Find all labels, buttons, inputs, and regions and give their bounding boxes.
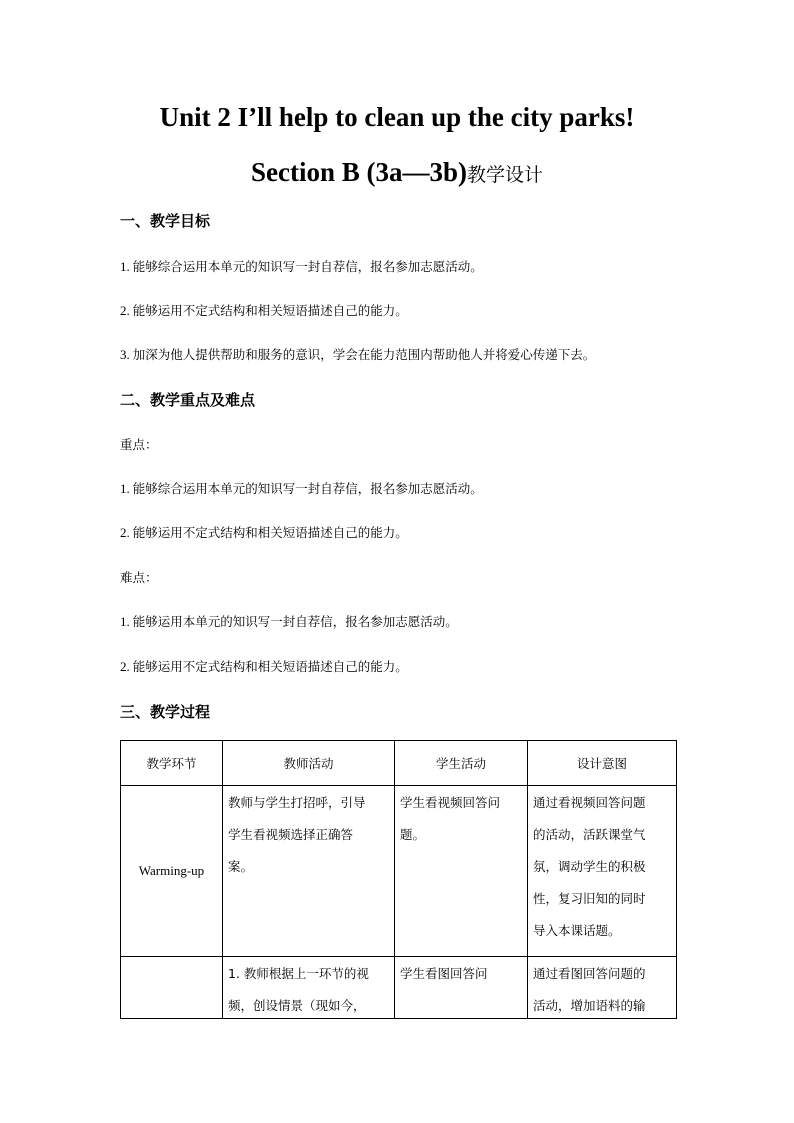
student-activity-cell: 学生看视频回答问 题。 [395,786,528,957]
student-activity-cell: 学生看图回答问 [395,957,528,1019]
difficult-point-item: 2. 能够运用不定式结构和相关短语描述自己的能力。 [120,659,408,674]
difficult-points-label: 难点： [120,570,158,585]
key-point-item: 1. 能够综合运用本单元的知识写一封自荐信，报名参加志愿活动。 [120,481,483,496]
section-heading-objectives: 一、教学目标 [120,212,211,230]
section-heading-key-points: 二、教学重点及难点 [120,391,256,409]
document-title: Unit 2 I’ll help to clean up the city parks! [159,102,635,132]
subtitle-chinese: 教学设计 [466,164,543,186]
teaching-process-table [120,740,677,1019]
design-intent-cell: 通过看视频回答问题 的活动，活跃课堂气 氛，调动学生的积极 性，复习旧知的同时 导入本课话题。 [528,786,677,957]
design-intent-cell: 通过看图回答问题的 活动，增加语料的输 [528,957,677,1019]
table-header-row [121,741,677,786]
objective-item: 3. 加深为他人提供帮助和服务的意识，学会在能力范围内帮助他人并将爱心传递下去。 [120,347,596,362]
header-design-intent: 设计意图 [528,741,677,786]
teacher-activity-cell: 1. 教师根据上一环节的视 频，创设情景（现如今， [223,957,395,1019]
difficult-point-item: 1. 能够运用本单元的知识写一封自荐信，报名参加志愿活动。 [120,614,458,629]
subtitle-english: Section B (3a—3b) [250,157,467,187]
header-teacher-activity: 教师活动 [223,741,395,786]
table-row [121,786,677,957]
section-heading-process: 三、教学过程 [120,703,211,721]
objective-item: 2. 能够运用不定式结构和相关短语描述自己的能力。 [120,303,408,318]
table-row [121,957,677,1019]
stage-cell [121,957,223,1019]
key-points-label: 重点： [120,437,158,452]
header-stage: 教学环节 [121,741,223,786]
document-subtitle [0,156,794,191]
teacher-activity-cell: 教师与学生打招呼，引导 学生看视频选择正确答 案。 [223,786,395,957]
stage-cell: Warming-up [121,786,223,957]
key-point-item: 2. 能够运用不定式结构和相关短语描述自己的能力。 [120,525,408,540]
header-student-activity: 学生活动 [395,741,528,786]
objective-item: 1. 能够综合运用本单元的知识写一封自荐信，报名参加志愿活动。 [120,259,483,274]
